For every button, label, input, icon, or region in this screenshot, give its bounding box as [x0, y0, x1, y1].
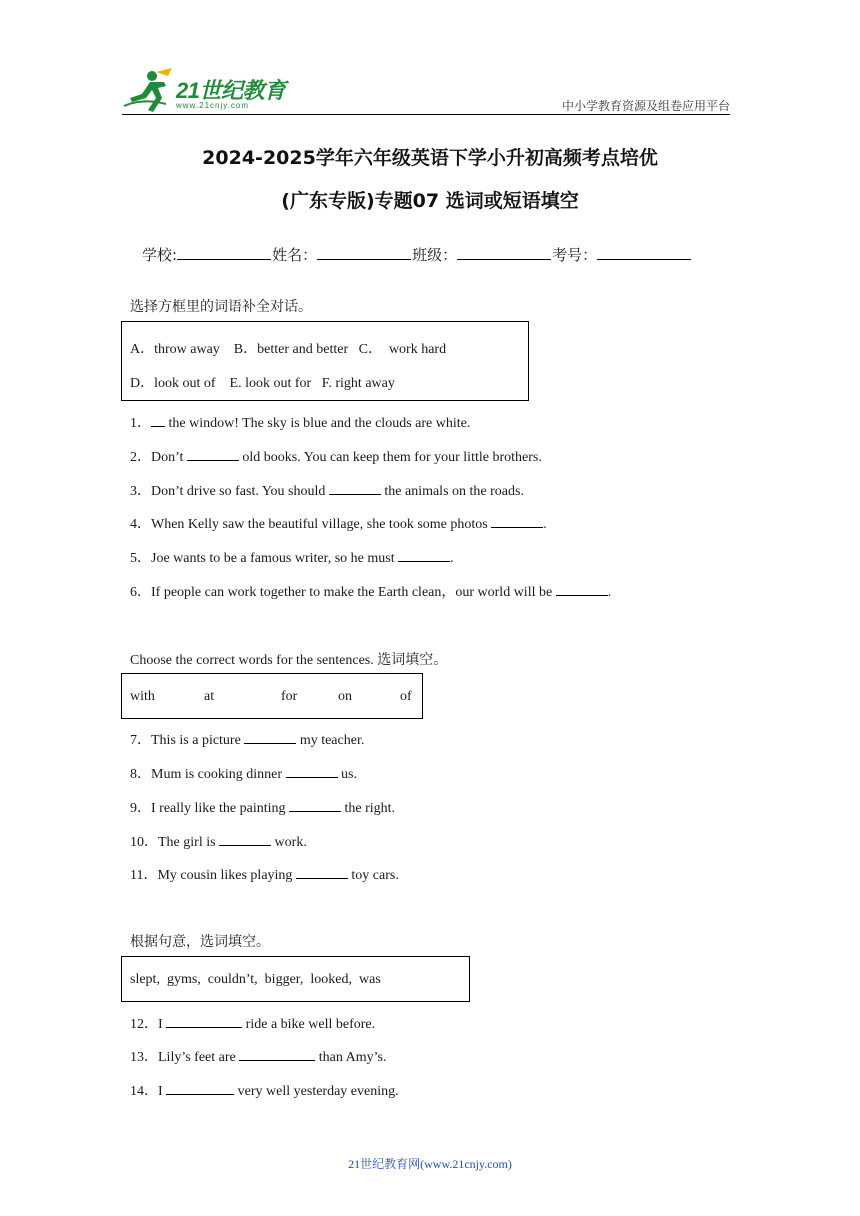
- exam-no-field[interactable]: [597, 245, 691, 260]
- section3-box-line: slept, gyms, couldn’t, bigger, looked, was: [130, 972, 381, 987]
- word-for: for: [281, 689, 298, 704]
- answer-blank[interactable]: [286, 765, 338, 778]
- name-field[interactable]: [317, 245, 411, 260]
- section2-instruction: Choose the correct words for the sentences. 选词填空。: [130, 653, 448, 668]
- school-field[interactable]: [177, 245, 271, 260]
- logo-text: 21世纪教育: [176, 78, 286, 103]
- question-5: 5．Joe wants to be a famous writer, so he must .: [130, 551, 454, 566]
- runner-logo-icon: [122, 68, 178, 114]
- answer-blank[interactable]: [556, 583, 608, 596]
- question-9: 9．I really like the painting the right.: [130, 801, 396, 816]
- word-at: at: [204, 689, 215, 704]
- answer-blank[interactable]: [187, 448, 239, 461]
- section2-word-box: [121, 673, 423, 719]
- page-title-line2: (广东专版)专题07 选词或短语填空: [281, 190, 579, 212]
- footer-link[interactable]: 21世纪教育网(www.21cnjy.com): [348, 1157, 512, 1171]
- header-divider: [122, 114, 730, 115]
- answer-blank[interactable]: [166, 1082, 234, 1095]
- exam-no-label: 考号：: [552, 246, 598, 264]
- question-11: 11．My cousin likes playing toy cars.: [130, 868, 399, 883]
- section1-instruction: 选择方框里的词语补全对话。: [130, 300, 312, 315]
- question-13: 13．Lily’s feet are than Amy’s.: [130, 1050, 387, 1065]
- word-with: with: [130, 689, 155, 704]
- answer-blank[interactable]: [244, 731, 296, 744]
- question-4: 4．When Kelly saw the beautiful village, she took some photos .: [130, 517, 547, 532]
- word-of: of: [400, 689, 412, 704]
- answer-blank[interactable]: [491, 515, 543, 528]
- section3-instruction: 根据句意，选词填空。: [130, 935, 270, 950]
- logo-url: www.21cnjy.com: [176, 101, 249, 110]
- answer-blank[interactable]: [151, 414, 165, 427]
- question-10: 10．The girl is work.: [130, 835, 307, 850]
- section1-box-line2: D．look out of E. look out for F. right away: [130, 376, 395, 391]
- question-2: 2．Don’t old books. You can keep them for your little brothers.: [130, 450, 542, 465]
- question-7: 7．This is a picture my teacher.: [130, 733, 365, 748]
- class-field[interactable]: [457, 245, 551, 260]
- platform-label: 中小学教育资源及组卷应用平台: [561, 99, 730, 113]
- answer-blank[interactable]: [239, 1048, 315, 1061]
- school-label: 学校:: [142, 246, 178, 264]
- question-14: 14．I very well yesterday evening.: [130, 1084, 399, 1099]
- question-12: 12．I ride a bike well before.: [130, 1017, 376, 1032]
- question-8: 8．Mum is cooking dinner us.: [130, 767, 357, 782]
- answer-blank[interactable]: [219, 833, 271, 846]
- section1-box-line1: A．throw away B．better and better C． work hard: [130, 342, 447, 357]
- page-title-line1: 2024-2025学年六年级英语下学小升初高频考点培优: [202, 147, 658, 169]
- question-6: 6．If people can work together to make the Earth clean，our world will be .: [130, 585, 612, 600]
- answer-blank[interactable]: [289, 799, 341, 812]
- student-info: [142, 244, 692, 265]
- name-label: 姓名：: [272, 246, 318, 264]
- answer-blank[interactable]: [296, 866, 348, 879]
- answer-blank[interactable]: [398, 549, 450, 562]
- word-on: on: [338, 689, 352, 704]
- answer-blank[interactable]: [329, 482, 381, 495]
- question-3: 3．Don’t drive so fast. You should the animals on the roads.: [130, 484, 524, 499]
- class-label: 班级：: [412, 246, 458, 264]
- answer-blank[interactable]: [166, 1015, 242, 1028]
- question-1: 1． the window! The sky is blue and the clouds are white.: [130, 416, 471, 431]
